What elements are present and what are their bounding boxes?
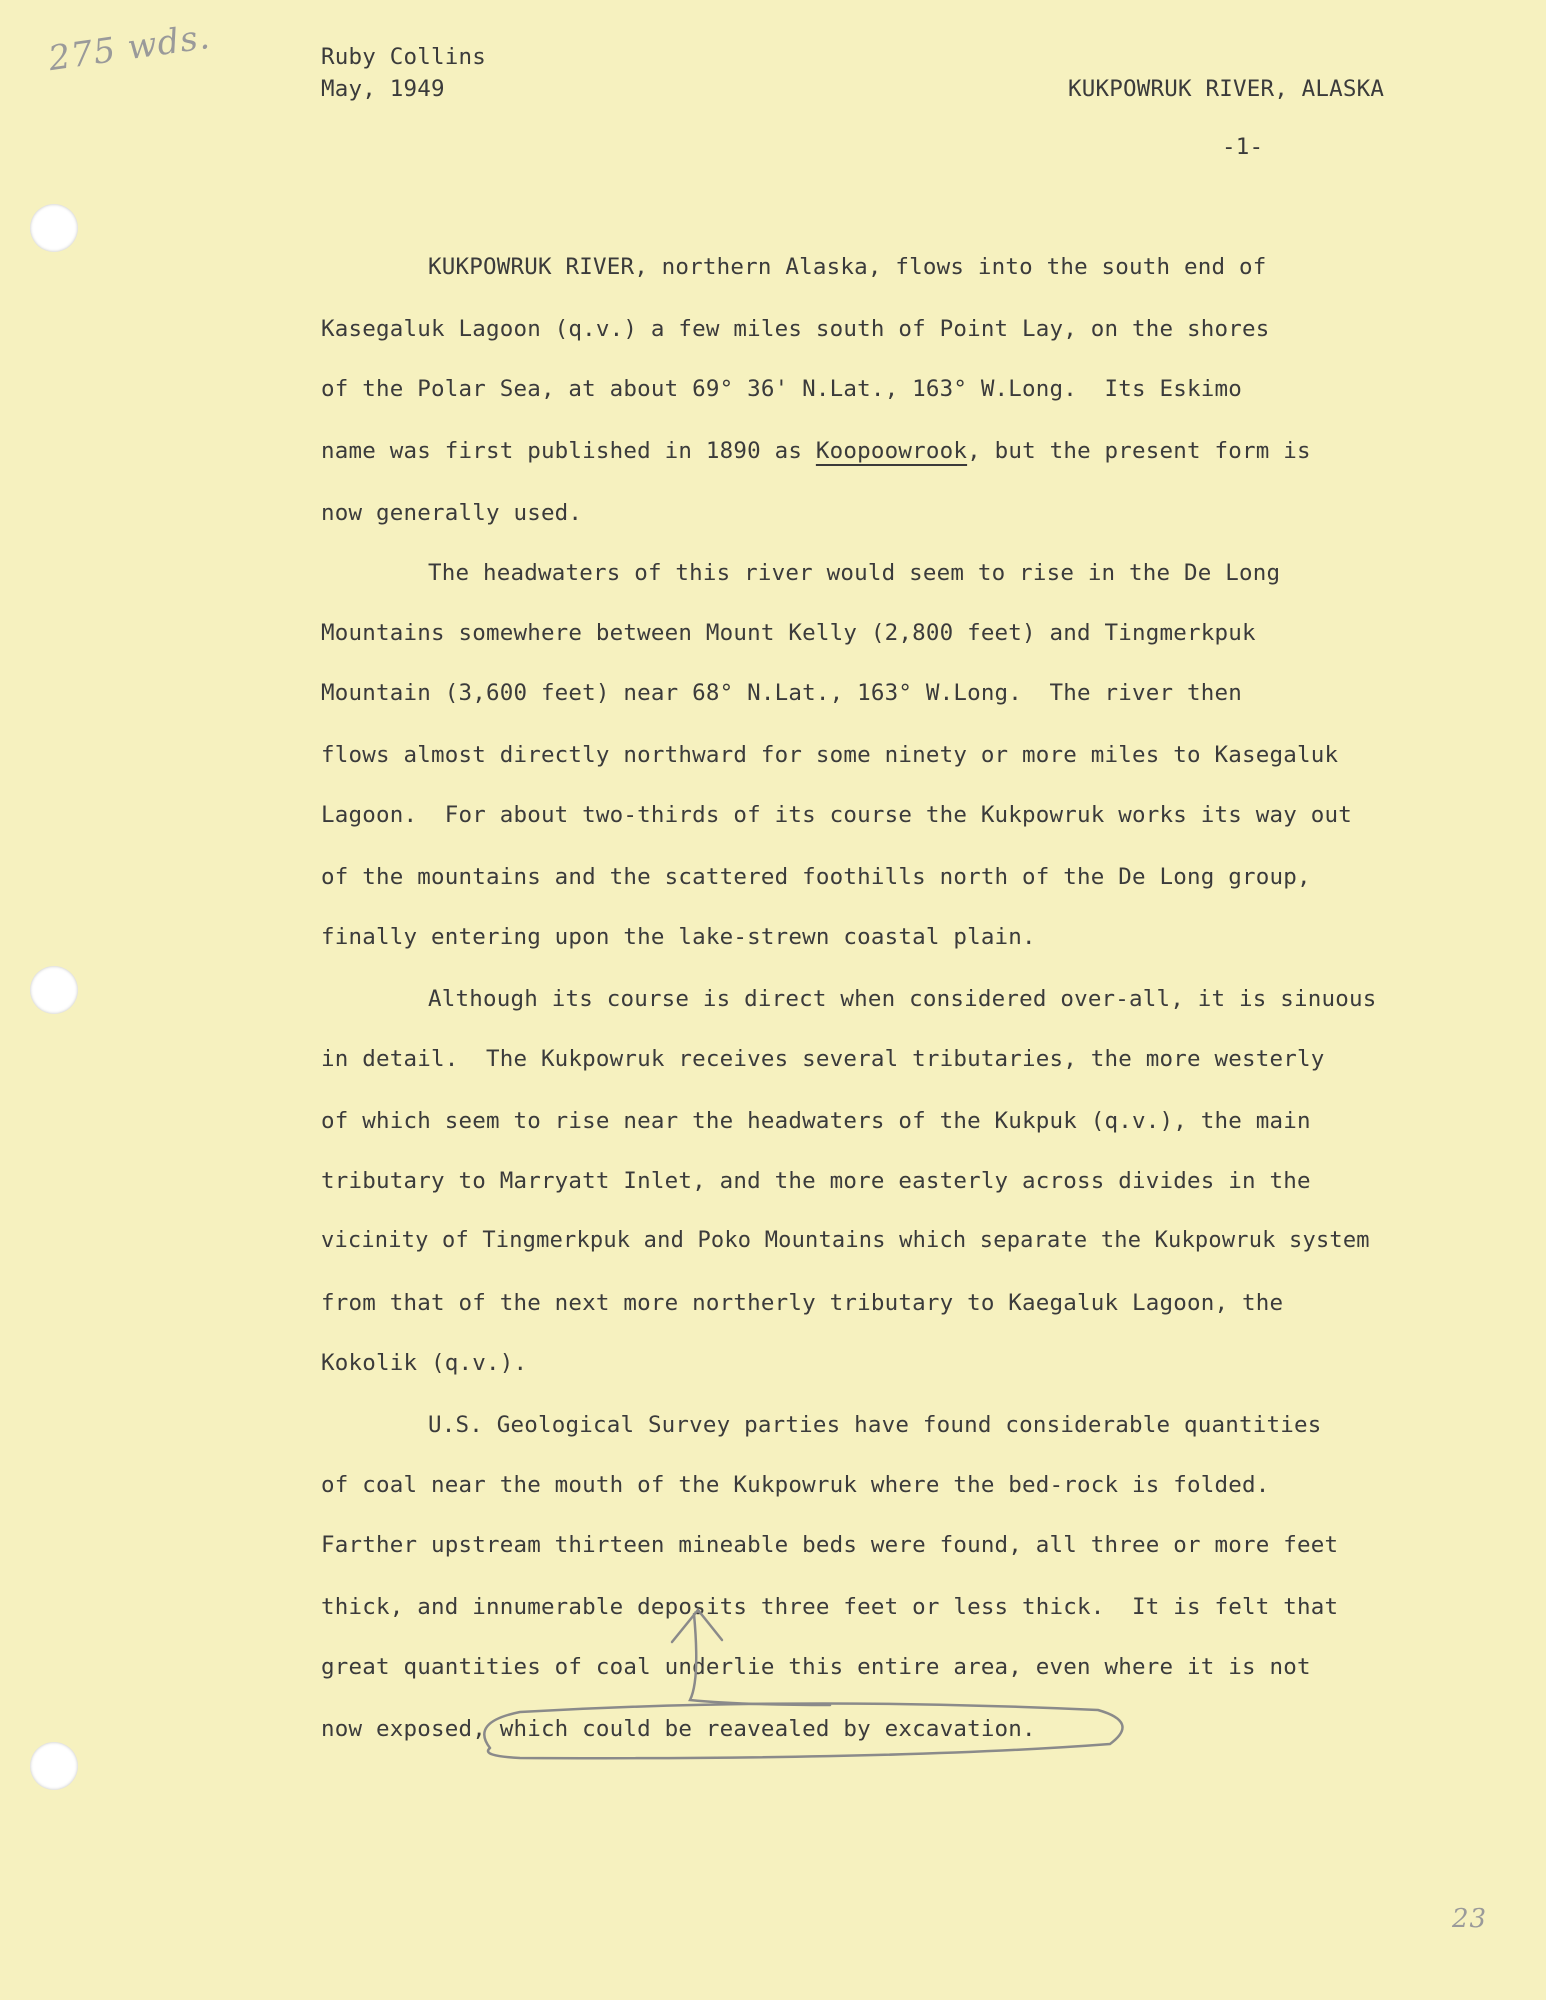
body-line: Farther upstream thirteen mineable beds were found, all three or more feet xyxy=(321,1532,1339,1558)
body-line: finally entering upon the lake-strewn coastal plain. xyxy=(321,924,1036,950)
body-line: in detail. The Kukpowruk receives several tributaries, the more westerly xyxy=(321,1046,1325,1072)
body-line: tributary to Marryatt Inlet, and the more easterly across divides in the xyxy=(321,1168,1311,1194)
pencil-page-note: 23 xyxy=(1452,1904,1488,1934)
body-line: from that of the next more northerly tributary to Kaegaluk Lagoon, the xyxy=(321,1290,1284,1316)
body-line: thick, and innumerable deposits three feet or less thick. It is felt that xyxy=(321,1594,1339,1620)
body-line: Mountain (3,600 feet) near 68° N.Lat., 163° W.Long. The river then xyxy=(321,680,1242,706)
document-date: May, 1949 xyxy=(321,76,445,102)
body-line: Kasegaluk Lagoon (q.v.) a few miles south of Point Lay, on the shores xyxy=(321,316,1270,342)
body-text: , but the present form is xyxy=(967,438,1311,464)
body-line: great quantities of coal underlie this entire area, even where it is not xyxy=(321,1654,1311,1680)
body-line: of the mountains and the scattered foothills north of the De Long group, xyxy=(321,864,1311,890)
underlined-word: Koopoowrook xyxy=(815,438,968,464)
body-line: U.S. Geological Survey parties have found considerable quantities xyxy=(428,1412,1322,1438)
body-line: The headwaters of this river would seem to rise in the De Long xyxy=(428,560,1281,586)
pencil-circled-phrase xyxy=(484,1703,1122,1758)
body-line: Lagoon. For about two-thirds of its course the Kukpowruk works its way out xyxy=(321,802,1352,828)
pencil-word-count-note: 275 wds. xyxy=(46,16,213,80)
body-line: of coal near the mouth of the Kukpowruk where the bed-rock is folded. xyxy=(321,1472,1270,1498)
page-number: -1- xyxy=(1222,134,1264,160)
body-line: Kokolik (q.v.). xyxy=(321,1350,528,1376)
body-line: of which seem to rise near the headwaters of the Kukpuk (q.v.), the main xyxy=(321,1108,1311,1134)
body-line: flows almost directly northward for some ninety or more miles to Kasegaluk xyxy=(321,742,1339,768)
body-line: now exposed, which could be reavealed by excavation. xyxy=(321,1716,1036,1742)
document-title: KUKPOWRUK RIVER, ALASKA xyxy=(1068,76,1385,102)
pencil-caret-mark xyxy=(672,1610,722,1642)
author-name: Ruby Collins xyxy=(321,44,486,70)
body-line: vicinity of Tingmerkpuk and Poko Mountains which separate the Kukpowruk system xyxy=(321,1228,1370,1253)
body-line: KUKPOWRUK RIVER, northern Alaska, flows into the south end of xyxy=(428,254,1267,280)
body-line: Mountains somewhere between Mount Kelly (2,800 feet) and Tingmerkpuk xyxy=(321,620,1256,646)
body-line: now generally used. xyxy=(321,500,583,526)
body-line: Although its course is direct when considered over-all, it is sinuous xyxy=(428,986,1377,1012)
body-text: name was first published in 1890 as xyxy=(321,438,816,464)
body-line: of the Polar Sea, at about 69° 36' N.Lat., 163° W.Long. Its Eskimo xyxy=(321,376,1242,402)
